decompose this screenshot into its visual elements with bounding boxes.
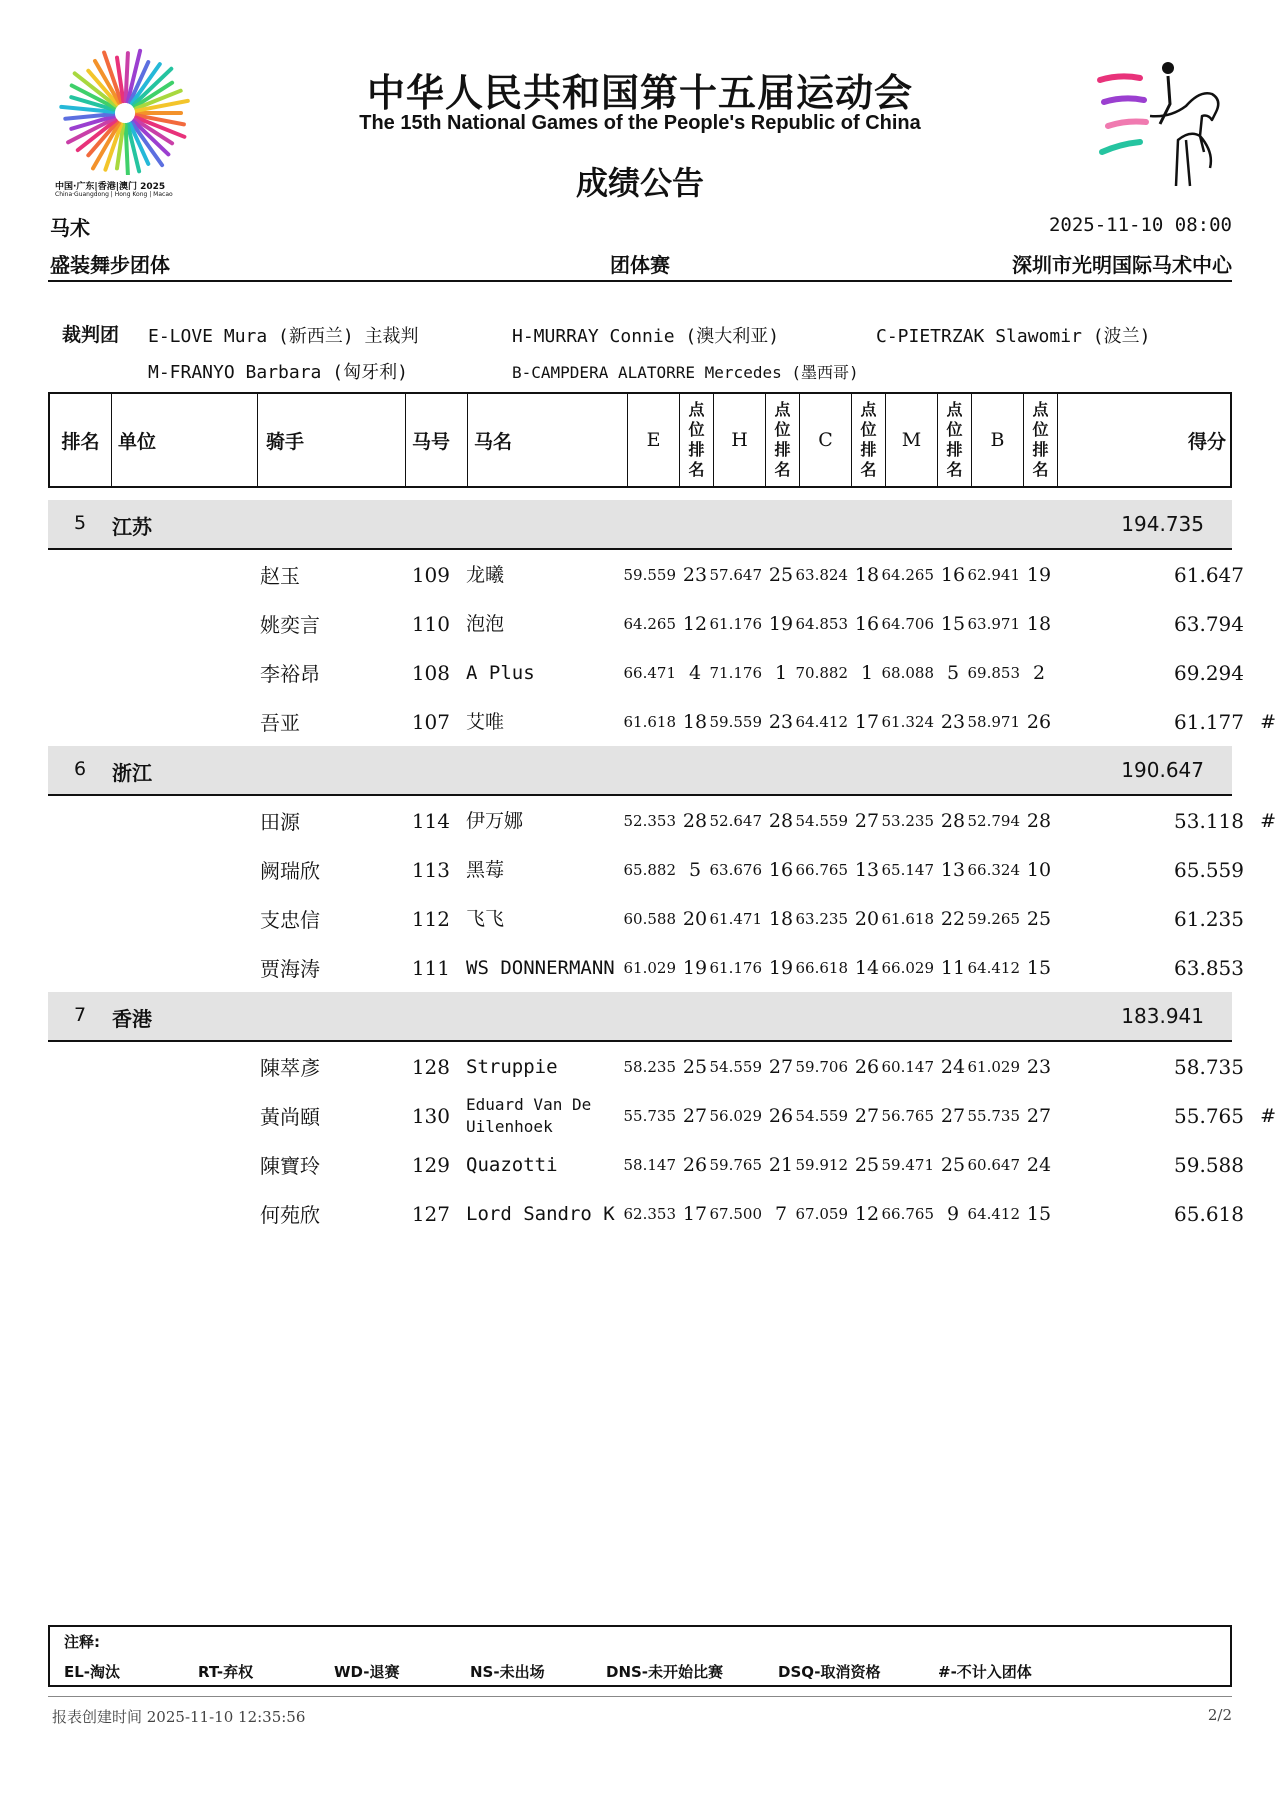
- col-horse: 马名: [468, 394, 628, 486]
- bib-number: 128: [411, 1054, 450, 1079]
- rider-name: 姚奕言: [260, 613, 320, 637]
- equestrian-pictogram-icon: [1090, 60, 1230, 190]
- logo-caption-en: China·Guangdong | Hong Kong | Macao: [55, 191, 173, 198]
- team-row: [48, 500, 1232, 550]
- note-ns: NS-未出场: [470, 1663, 545, 1681]
- report-created-time: 报表创建时间 2025-11-10 12:35:56: [52, 1708, 306, 1726]
- not-counted-flag: [1218, 599, 1276, 648]
- pos-rank-char: 排: [860, 440, 877, 459]
- judge-score: 64.412: [967, 1204, 1020, 1223]
- judge-score: 56.765: [881, 1106, 934, 1125]
- col-unit: 单位: [112, 394, 258, 486]
- team-row: [48, 992, 1232, 1042]
- pos-rank-char: 名: [860, 460, 877, 479]
- judge-h: H-MURRAY Connie (澳大利亚): [512, 326, 780, 347]
- col-c: C: [800, 394, 852, 486]
- horse-name: Quazotti: [466, 1153, 558, 1176]
- bib-number: 130: [411, 1103, 450, 1128]
- judge-score: 61.471: [709, 909, 762, 928]
- judge-rank: 27: [854, 1104, 880, 1127]
- games-title-en: The 15th National Games of the People's Republic of China: [359, 112, 921, 134]
- judge-score: 61.029: [967, 1057, 1020, 1076]
- judge-score: 70.882: [795, 663, 848, 682]
- judge-score: 63.676: [709, 860, 762, 879]
- judge-score: 66.471: [623, 663, 676, 682]
- rider-total: 63.794: [1174, 611, 1244, 636]
- horse-name: 飞飞: [466, 907, 505, 930]
- judge-score: 53.235: [881, 811, 934, 830]
- bib-number: 109: [411, 562, 450, 587]
- judge-score: 55.735: [623, 1106, 676, 1125]
- header-divider: [48, 280, 1232, 282]
- col-e: E: [628, 394, 680, 486]
- pos-rank-char: 点: [688, 400, 705, 419]
- judge-rank: 21: [768, 1153, 794, 1176]
- rider-name: 赵玉: [260, 564, 300, 588]
- judge-score: 61.176: [709, 958, 762, 977]
- judge-rank: 4: [688, 661, 702, 684]
- judge-rank: 19: [768, 612, 794, 635]
- judge-score: 67.059: [795, 1204, 848, 1223]
- pos-rank-char: 排: [946, 440, 963, 459]
- judge-rank: 14: [854, 956, 880, 979]
- judge-score: 59.559: [623, 565, 676, 584]
- judge-rank: 15: [940, 612, 966, 635]
- judge-rank: 20: [854, 907, 880, 930]
- team-rank: 5: [74, 512, 87, 534]
- judge-rank: 25: [940, 1153, 966, 1176]
- rider-name: 陳萃彥: [260, 1056, 320, 1080]
- pos-rank-char: 位: [860, 420, 877, 439]
- judge-c: C-PIETRZAK Slawomir (波兰): [876, 326, 1151, 347]
- judge-score: 59.559: [709, 712, 762, 731]
- judge-rank: 25: [854, 1153, 880, 1176]
- pos-rank-char: 位: [774, 420, 791, 439]
- rider-total: 69.294: [1174, 660, 1244, 685]
- judge-score: 56.029: [709, 1106, 762, 1125]
- judge-rank: 20: [682, 907, 708, 930]
- judge-score: 64.265: [623, 614, 676, 633]
- rider-total: 65.559: [1174, 857, 1244, 882]
- judge-rank: 10: [1026, 858, 1052, 881]
- judge-rank: 12: [682, 612, 708, 635]
- not-counted-flag: [1218, 550, 1276, 599]
- note-dns: DNS-未开始比赛: [606, 1663, 724, 1681]
- note-wd: WD-退赛: [334, 1663, 400, 1681]
- footer-divider: [48, 1696, 1232, 1697]
- judge-rank: 18: [682, 710, 708, 733]
- table-row: [48, 845, 1244, 894]
- pos-rank-char: 排: [1032, 440, 1049, 459]
- judge-rank: 1: [860, 661, 874, 684]
- team-score: 194.735: [1121, 512, 1204, 536]
- col-h-pos-rank: [766, 394, 800, 486]
- bib-number: 114: [411, 808, 450, 833]
- judge-score: 60.588: [623, 909, 676, 928]
- table-row: [48, 894, 1244, 943]
- judge-score: 64.706: [881, 614, 934, 633]
- judge-rank: 5: [688, 858, 702, 881]
- judge-rank: 18: [854, 563, 880, 586]
- not-counted-flag: #: [1260, 809, 1276, 832]
- bib-number: 108: [411, 660, 450, 685]
- judge-score: 59.765: [709, 1155, 762, 1174]
- table-row: [48, 1140, 1244, 1189]
- judge-score: 66.029: [881, 958, 934, 977]
- judge-score: 66.324: [967, 860, 1020, 879]
- team-rank: 6: [74, 758, 87, 780]
- judge-score: 63.824: [795, 565, 848, 584]
- results-table-header: [48, 392, 1232, 488]
- team-rank: 7: [74, 1004, 87, 1026]
- judge-rank: 5: [946, 661, 960, 684]
- pos-rank-char: 位: [1032, 420, 1049, 439]
- judge-rank: 7: [774, 1202, 788, 1225]
- judge-rank: 27: [768, 1055, 794, 1078]
- event-name: 盛装舞步团体: [50, 253, 170, 277]
- col-score: 得分: [1187, 430, 1226, 453]
- horse-name: Eduard Van De Uilenhoek: [466, 1094, 592, 1136]
- judge-score: 65.147: [881, 860, 934, 879]
- note-rt: RT-弃权: [198, 1663, 254, 1681]
- rider-total: 61.235: [1174, 906, 1244, 931]
- notes-box: [48, 1625, 1232, 1687]
- rider-name: 何苑欣: [260, 1203, 320, 1227]
- pos-rank-char: 名: [1032, 460, 1049, 479]
- judge-rank: 27: [940, 1104, 966, 1127]
- judges-label: 裁判团: [62, 324, 120, 346]
- table-row: [48, 1189, 1244, 1238]
- rider-name: 支忠信: [260, 908, 320, 932]
- note-el: EL-淘汰: [64, 1663, 121, 1681]
- judge-rank: 16: [768, 858, 794, 881]
- team-name: 江苏: [112, 515, 152, 539]
- note-dsq: DSQ-取消资格: [778, 1663, 881, 1681]
- judge-rank: 28: [768, 809, 794, 832]
- judge-score: 66.618: [795, 958, 848, 977]
- not-counted-flag: #: [1260, 1104, 1276, 1127]
- col-c-pos-rank: [852, 394, 886, 486]
- team-name: 香港: [112, 1007, 152, 1031]
- horse-name: Lord Sandro K: [466, 1202, 615, 1225]
- rider-total: 59.588: [1174, 1152, 1244, 1177]
- judge-rank: 26: [854, 1055, 880, 1078]
- team-score: 183.941: [1121, 1004, 1204, 1028]
- judge-score: 60.647: [967, 1155, 1020, 1174]
- judge-score: 52.353: [623, 811, 676, 830]
- page-number: 2/2: [1207, 1706, 1232, 1724]
- judge-score: 54.559: [709, 1057, 762, 1076]
- judge-score: 52.794: [967, 811, 1020, 830]
- judge-rank: 1: [774, 661, 788, 684]
- pos-rank-char: 名: [688, 460, 705, 479]
- event-datetime: 2025-11-10 08:00: [1048, 214, 1232, 236]
- pos-rank-char: 排: [688, 440, 705, 459]
- rider-total: 53.118: [1174, 808, 1244, 833]
- rider-total: 61.177: [1174, 709, 1244, 734]
- judge-score: 59.265: [967, 909, 1020, 928]
- table-row: [48, 697, 1276, 746]
- judge-rank: 17: [854, 710, 880, 733]
- judge-score: 58.147: [623, 1155, 676, 1174]
- bib-number: 112: [411, 906, 450, 931]
- sport-name: 马术: [50, 216, 90, 240]
- judge-score: 64.853: [795, 614, 848, 633]
- judge-score: 61.618: [881, 909, 934, 928]
- not-counted-flag: [1218, 1140, 1276, 1189]
- judge-score: 59.706: [795, 1057, 848, 1076]
- judge-rank: 17: [682, 1202, 708, 1225]
- table-row: [48, 796, 1276, 845]
- rider-name: 田源: [260, 810, 300, 834]
- rider-total: 58.735: [1174, 1054, 1244, 1079]
- judge-rank: 26: [682, 1153, 708, 1176]
- judge-rank: 28: [1026, 809, 1052, 832]
- judge-score: 65.882: [623, 860, 676, 879]
- team-score: 190.647: [1121, 758, 1204, 782]
- rider-total: 61.647: [1174, 562, 1244, 587]
- judge-rank: 12: [854, 1202, 880, 1225]
- judge-rank: 25: [1026, 907, 1052, 930]
- bib-number: 107: [411, 709, 450, 734]
- judge-rank: 11: [940, 956, 966, 979]
- judge-score: 58.235: [623, 1057, 676, 1076]
- judge-rank: 19: [682, 956, 708, 979]
- table-row: [48, 599, 1244, 648]
- judge-score: 64.412: [967, 958, 1020, 977]
- rider-total: 65.618: [1174, 1201, 1244, 1226]
- rider-total: 63.853: [1174, 955, 1244, 980]
- rider-name: 吾亚: [260, 711, 300, 735]
- judge-score: 59.471: [881, 1155, 934, 1174]
- pos-rank-char: 位: [688, 420, 705, 439]
- col-b-pos-rank: [1024, 394, 1058, 486]
- bib-number: 113: [411, 857, 450, 882]
- judge-rank: 26: [768, 1104, 794, 1127]
- judge-rank: 25: [768, 563, 794, 586]
- team-row: [48, 746, 1232, 796]
- judge-score: 62.941: [967, 565, 1020, 584]
- horse-name: 艾唯: [466, 710, 505, 733]
- judge-score: 64.265: [881, 565, 934, 584]
- table-row: [48, 1042, 1244, 1091]
- pos-rank-char: 排: [774, 440, 791, 459]
- judge-rank: 27: [682, 1104, 708, 1127]
- judge-rank: 28: [682, 809, 708, 832]
- judge-rank: 23: [940, 710, 966, 733]
- judge-score: 63.971: [967, 614, 1020, 633]
- judge-rank: 25: [682, 1055, 708, 1078]
- table-row: [48, 550, 1244, 599]
- judge-rank: 26: [1026, 710, 1052, 733]
- judge-rank: 15: [1026, 1202, 1052, 1225]
- col-e-pos-rank: [680, 394, 714, 486]
- pos-rank-char: 点: [774, 400, 791, 419]
- horse-name: 泡泡: [466, 612, 505, 635]
- table-row: [48, 648, 1244, 697]
- judge-rank: 15: [1026, 956, 1052, 979]
- note-hash: #-不计入团体: [938, 1663, 1032, 1681]
- judge-rank: 18: [768, 907, 794, 930]
- judge-b: B-CAMPDERA ALATORRE Mercedes (墨西哥): [512, 363, 859, 382]
- judge-score: 62.353: [623, 1204, 676, 1223]
- judge-score: 71.176: [709, 663, 762, 682]
- horse-name: 伊万娜: [466, 809, 524, 832]
- rider-name: 贾海涛: [260, 957, 320, 981]
- not-counted-flag: [1218, 845, 1276, 894]
- judge-score: 54.559: [795, 1106, 848, 1125]
- judge-score: 54.559: [795, 811, 848, 830]
- rider-name: 李裕昂: [260, 662, 320, 686]
- col-rider: 骑手: [258, 394, 406, 486]
- team-name: 浙江: [112, 761, 152, 785]
- event-phase: 团体赛: [610, 253, 670, 277]
- judge-rank: 16: [854, 612, 880, 635]
- judge-rank: 2: [1032, 661, 1046, 684]
- judge-score: 67.500: [709, 1204, 762, 1223]
- judge-rank: 28: [940, 809, 966, 832]
- judge-rank: 23: [1026, 1055, 1052, 1078]
- judge-rank: 23: [768, 710, 794, 733]
- horse-name: A Plus: [466, 661, 535, 684]
- judge-rank: 13: [854, 858, 880, 881]
- col-m-pos-rank: [938, 394, 972, 486]
- judge-rank: 19: [768, 956, 794, 979]
- notes-title: 注释:: [64, 1633, 100, 1651]
- rider-name: 阙瑞欣: [260, 859, 320, 883]
- rider-total: 55.765: [1174, 1103, 1244, 1128]
- judge-score: 63.235: [795, 909, 848, 928]
- venue-name: 深圳市光明国际马术中心: [1012, 253, 1232, 277]
- judge-score: 57.647: [709, 565, 762, 584]
- document-title: 成绩公告: [575, 164, 704, 202]
- logo-caption: 中国·广东|香港|澳门 2025: [55, 182, 166, 192]
- pos-rank-char: 点: [946, 400, 963, 419]
- not-counted-flag: [1218, 648, 1276, 697]
- pos-rank-char: 名: [946, 460, 963, 479]
- not-counted-flag: [1218, 894, 1276, 943]
- judge-score: 58.971: [967, 712, 1020, 731]
- not-counted-flag: [1218, 1042, 1276, 1091]
- rider-name: 黃尚頤: [260, 1105, 320, 1129]
- judge-rank: 24: [1026, 1153, 1052, 1176]
- judge-rank: 24: [940, 1055, 966, 1078]
- not-counted-flag: [1218, 1189, 1276, 1238]
- judge-rank: 13: [940, 858, 966, 881]
- judge-score: 61.029: [623, 958, 676, 977]
- not-counted-flag: #: [1260, 710, 1276, 733]
- judge-rank: 27: [1026, 1104, 1052, 1127]
- judge-score: 69.853: [967, 663, 1020, 682]
- table-row: [48, 1091, 1276, 1140]
- pos-rank-char: 位: [946, 420, 963, 439]
- col-bib: 马号: [406, 394, 468, 486]
- horse-name: Struppie: [466, 1055, 558, 1078]
- horse-name: WS DONNERMANN: [466, 956, 615, 979]
- bib-number: 111: [411, 955, 450, 980]
- not-counted-flag: [1218, 943, 1276, 992]
- judge-score: 66.765: [881, 1204, 934, 1223]
- judge-score: 68.088: [881, 663, 934, 682]
- judge-score: 60.147: [881, 1057, 934, 1076]
- judge-score: 66.765: [795, 860, 848, 879]
- judge-score: 52.647: [709, 811, 762, 830]
- judge-rank: 27: [854, 809, 880, 832]
- judge-e: E-LOVE Mura (新西兰) 主裁判: [148, 326, 419, 347]
- games-title-cn: 中华人民共和国第十五届运动会: [366, 71, 913, 115]
- judge-rank: 23: [682, 563, 708, 586]
- judge-score: 55.735: [967, 1106, 1020, 1125]
- judge-score: 61.176: [709, 614, 762, 633]
- pos-rank-char: 点: [860, 400, 877, 419]
- col-m: M: [886, 394, 938, 486]
- bib-number: 129: [411, 1152, 450, 1177]
- judge-score: 64.412: [795, 712, 848, 731]
- pos-rank-char: 名: [774, 460, 791, 479]
- pos-rank-char: 点: [1032, 400, 1049, 419]
- horse-name: 黑莓: [466, 858, 505, 881]
- judge-score: 61.618: [623, 712, 676, 731]
- col-b: B: [972, 394, 1024, 486]
- col-h: H: [714, 394, 766, 486]
- rider-name: 陳寶玲: [260, 1154, 320, 1178]
- judge-rank: 19: [1026, 563, 1052, 586]
- bib-number: 127: [411, 1201, 450, 1226]
- judge-m: M-FRANYO Barbara (匈牙利): [148, 362, 408, 383]
- judge-rank: 16: [940, 563, 966, 586]
- judge-score: 61.324: [881, 712, 934, 731]
- col-rank: 排名: [50, 394, 112, 486]
- judge-rank: 18: [1026, 612, 1052, 635]
- horse-name: 龙曦: [466, 563, 505, 586]
- judge-score: 59.912: [795, 1155, 848, 1174]
- judge-rank: 9: [946, 1202, 960, 1225]
- table-row: [48, 943, 1244, 992]
- bib-number: 110: [411, 611, 450, 636]
- judge-rank: 22: [940, 907, 966, 930]
